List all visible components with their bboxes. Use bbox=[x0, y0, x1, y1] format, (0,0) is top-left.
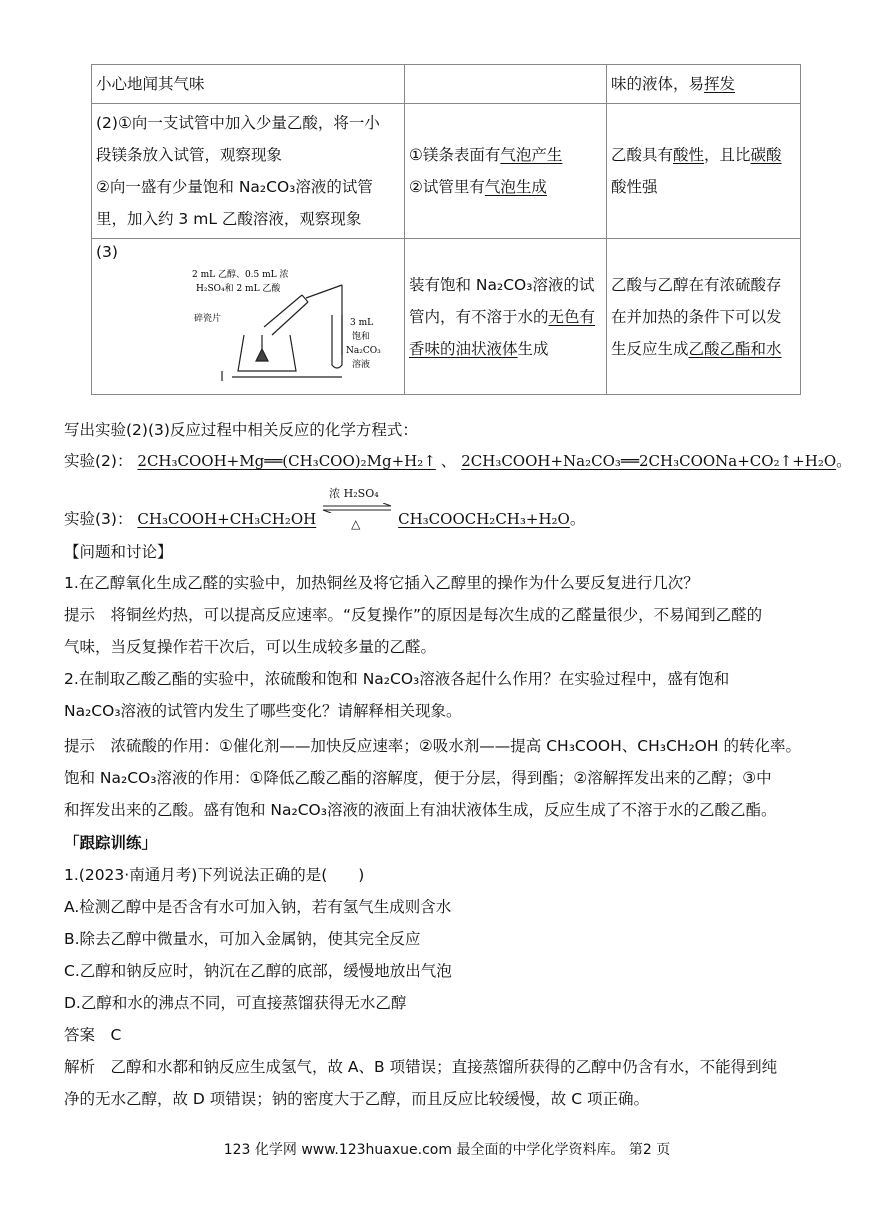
cell-text: 在并加热的条件下可以发 bbox=[611, 307, 782, 326]
answer-1-line: 气味，当反复操作若干次后，可以生成较多量的乙醛。 bbox=[64, 638, 437, 656]
answer-text: 无色有 bbox=[548, 307, 596, 326]
discussion-heading: 【问题和讨论】 bbox=[64, 543, 173, 561]
apparatus-drawing-icon bbox=[222, 285, 342, 381]
experiment-table bbox=[91, 64, 801, 395]
condition-heat: △ bbox=[351, 516, 361, 531]
table-cell bbox=[92, 65, 405, 104]
cell-text: (2)①向一支试管中加入少量乙酸，将一小 bbox=[96, 114, 380, 132]
table-cell bbox=[92, 104, 405, 239]
table-cell bbox=[607, 239, 801, 395]
equilibrium-arrow-icon bbox=[321, 503, 393, 513]
question-2-line: 2.在制取乙酸乙酯的实验中，浓硫酸和饱和 Na₂CO₃溶液各起什么作用？在实验过程中，盛有饱和 bbox=[64, 670, 730, 688]
table-cell bbox=[607, 104, 801, 239]
answer-text: 气泡生成 bbox=[484, 178, 547, 196]
equation-label: 实验(2)： bbox=[64, 452, 133, 470]
cell-text: 装有饱和 Na₂CO₃溶液的试 bbox=[409, 275, 595, 294]
option-c: C.乙醇和钠反应时，钠沉在乙醇的底部，缓慢地放出气泡 bbox=[64, 962, 452, 980]
cell-text: 生反应生成 bbox=[611, 339, 689, 358]
table-cell bbox=[92, 239, 405, 395]
answer-2-line: 提示 浓硫酸的作用：①催化剂——加快反应速率；②吸水剂——提高 CH₃COOH、CH₃CH₂OH 的转化率。 bbox=[64, 737, 801, 755]
option-b: B.除去乙醇中微量水，可加入金属钠，使其完全反应 bbox=[64, 930, 421, 948]
cell-text: 生成 bbox=[517, 339, 549, 358]
esterification-apparatus-figure bbox=[192, 265, 392, 385]
cell-text: 味的液体，易 bbox=[611, 75, 705, 93]
cell-text: ②试管里有 bbox=[409, 178, 485, 196]
answer-text: 挥发 bbox=[704, 75, 736, 93]
experiment3-equation bbox=[64, 486, 586, 531]
answer-text: 碳酸 bbox=[750, 146, 782, 164]
table-cell bbox=[405, 239, 607, 395]
explanation-line: 解析 乙醇和水都和钠反应生成氢气，故 A、B 项错误；直接蒸馏所获得的乙醇中仍含有水，不能得到纯 bbox=[64, 1058, 778, 1076]
fig-label: 溶液 bbox=[352, 360, 371, 370]
answer-text: 气泡产生 bbox=[500, 146, 563, 164]
cell-text: ①镁条表面有 bbox=[409, 146, 501, 164]
condition-catalyst: 浓 H₂SO₄ bbox=[329, 486, 379, 500]
answer-text: 酸性 bbox=[673, 146, 705, 164]
period: 。 bbox=[569, 510, 586, 528]
answer-1-line: 提示 将铜丝灼热，可以提高反应速率。“反复操作”的原因是每次生成的乙醛量很少，不易闻到乙醛的 bbox=[64, 606, 763, 624]
table-row bbox=[92, 104, 801, 239]
equations-intro: 写出实验(2)(3)反应过程中相关反应的化学方程式： bbox=[64, 421, 418, 439]
fig-label: 饱和 bbox=[352, 332, 371, 342]
question-1: 1.在乙醇氧化生成乙醛的实验中，加热铜丝及将它插入乙醇里的操作为什么要反复进行几次？ bbox=[64, 574, 699, 592]
equation-mg: 2CH₃COOH+Mg══(CH₃COO)₂Mg+H₂↑ bbox=[137, 452, 436, 470]
fig-label: 3 mL bbox=[350, 318, 374, 328]
table-cell bbox=[405, 65, 607, 104]
table-cell bbox=[405, 104, 607, 239]
cell-text: 里，加入约 3 mL 乙酸溶液，观察现象 bbox=[96, 210, 362, 228]
fig-label: H₂SO₄和 2 mL 乙酸 bbox=[196, 284, 281, 294]
answer-2-line: 和挥发出来的乙酸。盛有饱和 Na₂CO₃溶液的液面上有油状液体生成，反应生成了不溶于水的乙酸乙酯。 bbox=[64, 801, 777, 819]
fig-label: Na₂CO₃ bbox=[346, 346, 381, 356]
cell-text: ②向一盛有少量饱和 Na₂CO₃溶液的试管 bbox=[96, 178, 373, 196]
separator: 、 bbox=[440, 452, 457, 470]
cell-text: 小心地闻其气味 bbox=[96, 75, 205, 93]
answer-2-line: 饱和 Na₂CO₃溶液的作用：①降低乙酸乙酯的溶解度，便于分层，得到酯；②溶解挥发出来的乙醇；③中 bbox=[64, 769, 772, 787]
explanation-line: 净的无水乙醇，故 D 项错误；钠的密度大于乙醇，而且反应比较缓慢，故 C 项正确。 bbox=[64, 1090, 649, 1108]
equation-products: CH₃COOCH₂CH₃+H₂O bbox=[398, 510, 570, 528]
equation-na2co3: 2CH₃COOH+Na₂CO₃══2CH₃COONa+CO₂↑+H₂O bbox=[461, 452, 837, 470]
fig-label: 碎瓷片 bbox=[194, 314, 222, 324]
experiment2-equations bbox=[64, 450, 852, 472]
option-d: D.乙醇和水的沸点不同，可直接蒸馏获得无水乙醇 bbox=[64, 994, 407, 1012]
cell-text: ，且比 bbox=[704, 146, 751, 164]
page-footer: 123 化学网 www.123huaxue.com 最全面的中学化学资料库。 第2 页 bbox=[223, 1142, 671, 1158]
cell-text: 段镁条放入试管，观察现象 bbox=[96, 146, 283, 164]
table-row bbox=[92, 239, 801, 395]
table-cell bbox=[607, 65, 801, 104]
practice-heading: 「跟踪训练」 bbox=[64, 834, 158, 852]
question-2-line: Na₂CO₃溶液的试管内发生了哪些变化？请解释相关现象。 bbox=[64, 702, 462, 720]
practice-question: 1.(2023·南通月考)下列说法正确的是( ) bbox=[64, 866, 365, 884]
cell-text: (3) bbox=[96, 243, 118, 261]
cell-text: 乙酸具有 bbox=[611, 146, 674, 164]
reversible-arrow bbox=[321, 486, 393, 531]
answer-label: 答案 C bbox=[64, 1026, 122, 1044]
cell-text: 酸性强 bbox=[611, 178, 658, 196]
option-a: A.检测乙醇中是否含有水可加入钠，若有氢气生成则含水 bbox=[64, 898, 452, 916]
fig-label: 2 mL 乙醇、0.5 mL 浓 bbox=[192, 270, 289, 280]
equation-reactants: CH₃COOH+CH₃CH₂OH bbox=[137, 510, 317, 528]
cell-text: 乙酸与乙醇在有浓硫酸存 bbox=[611, 275, 782, 294]
cell-text: 管内，有不溶于水的 bbox=[409, 307, 549, 326]
answer-text: 乙酸乙酯和水 bbox=[688, 339, 782, 358]
answer-text: 香味的油状液体 bbox=[409, 339, 518, 358]
table-row bbox=[92, 65, 801, 104]
equation-label: 实验(3)： bbox=[64, 510, 133, 528]
period: 。 bbox=[836, 452, 852, 470]
